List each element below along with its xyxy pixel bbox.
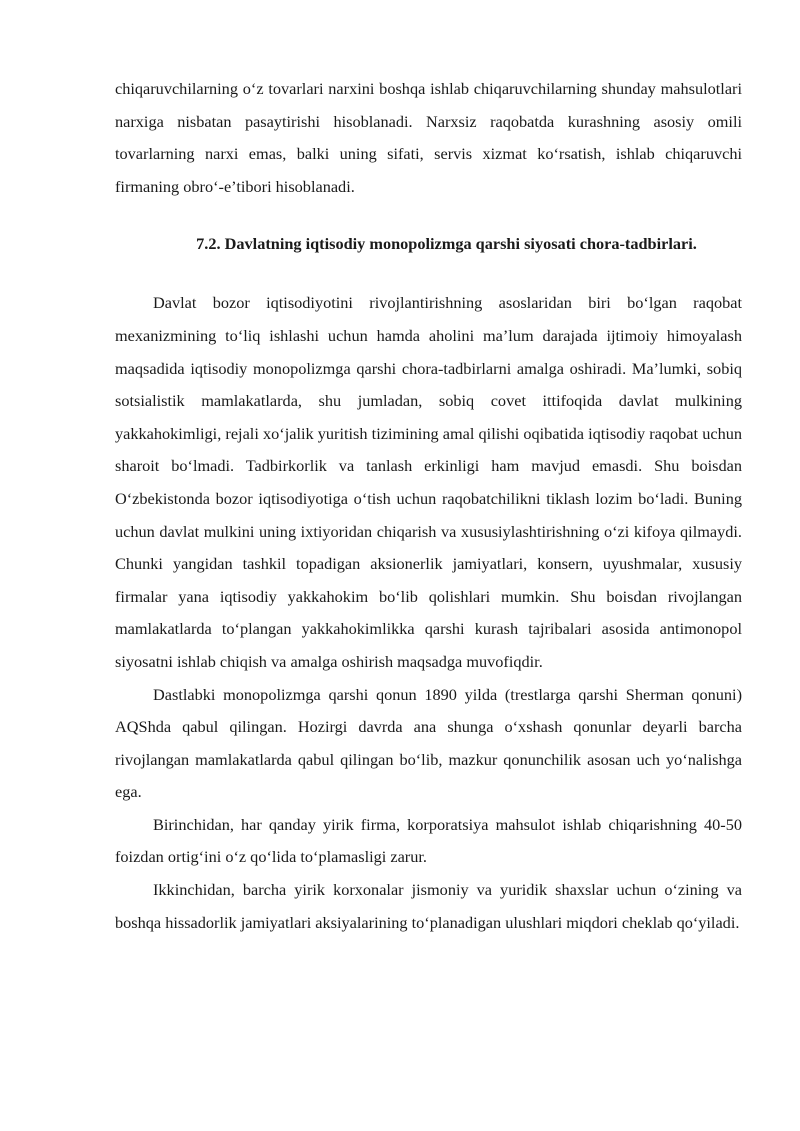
intro-paragraph: chiqaruvchilarning o‘z tovarlari narxini boshqa ishlab chiqaruvchilarning shunday mahsulotlari narxiga nisbatan pasaytirishi hisoblanadi. Narxsiz raqobatda kurashning asosiy omili tovarlarning narxi emas, balki uning sifati, servis xizmat ko‘rsatish, ishlab chiqaruvchi firmaning obro‘-e’tibori hisoblanadi. xyxy=(115,79,742,196)
body-paragraph: Ikkinchidan, barcha yirik korxonalar jismoniy va yuridik shaxslar uchun o‘zining va boshqa hissadorlik jamiyatlari aksiyalarining to‘planadigan ulushlari miqdori cheklab qo‘yiladi. xyxy=(115,880,742,932)
page-content xyxy=(115,73,742,939)
body-paragraph: Davlat bozor iqtisodiyotini rivojlantirishning asoslaridan biri bo‘lgan raqobat mexanizmining to‘liq ishlashi uchun hamda aholini ma’lum darajada ijtimoiy himoyalash maqsadida iqtisodiy monopolizmga qarshi chora-tadbirlarni amalga oshiradi. Ma’lumki, sobiq sotsialistik mamlakatlarda, shu jumladan, sobiq covet ittifoqida davlat mulkining yakkahokimligi, rejali xo‘jalik yuritish tizimining amal qilishi oqibatida iqtisodiy raqobat uchun sharoit bo‘lmadi. Tadbirkorlik va tanlash erkinligi ham mavjud emasdi. Shu boisdan O‘zbekistonda bozor iqtisodiyotiga o‘tish uchun raqobatchilikni tiklash lozim bo‘ladi. Buning uchun davlat mulkini uning ixtiyoridan chiqarish va xususiylashtirishning o‘zi kifoya qilmaydi. Chunki yangidan tashkil topadigan aksionerlik jamiyatlari, konsern, uyushmalar, xususiy firmalar yana iqtisodiy yakkahokim bo‘lib qolishlari mumkin. Shu boisdan rivojlangan mamlakatlarda to‘plangan yakkahokimlikka qarshi kurash tajribalari asosida antimonopol siyosatni ishlab chiqish va amalga oshirish maqsadga muvofiqdir. xyxy=(115,293,742,671)
body-paragraph: Birinchidan, har qanday yirik firma, korporatsiya mahsulot ishlab chiqarishning 40-50 foizdan ortig‘ini o‘z qo‘lida to‘plamasligi zarur. xyxy=(115,814,742,867)
body-paragraph: Dastlabki monopolizmga qarshi qonun 1890 yilda (trestlarga qarshi Sherman qonuni) AQShda qabul qilingan. Hozirgi davrda ana shunga o‘xshash qonunlar deyarli barcha rivojlangan mamlakatlarda qabul qilingan bo‘lib, mazkur qonunchilik asosan uch yo‘nalishga ega. xyxy=(115,684,742,802)
section-heading: 7.2. Davlatning iqtisodiy monopolizmga qarshi siyosati chora-tadbirlari. xyxy=(196,234,697,254)
